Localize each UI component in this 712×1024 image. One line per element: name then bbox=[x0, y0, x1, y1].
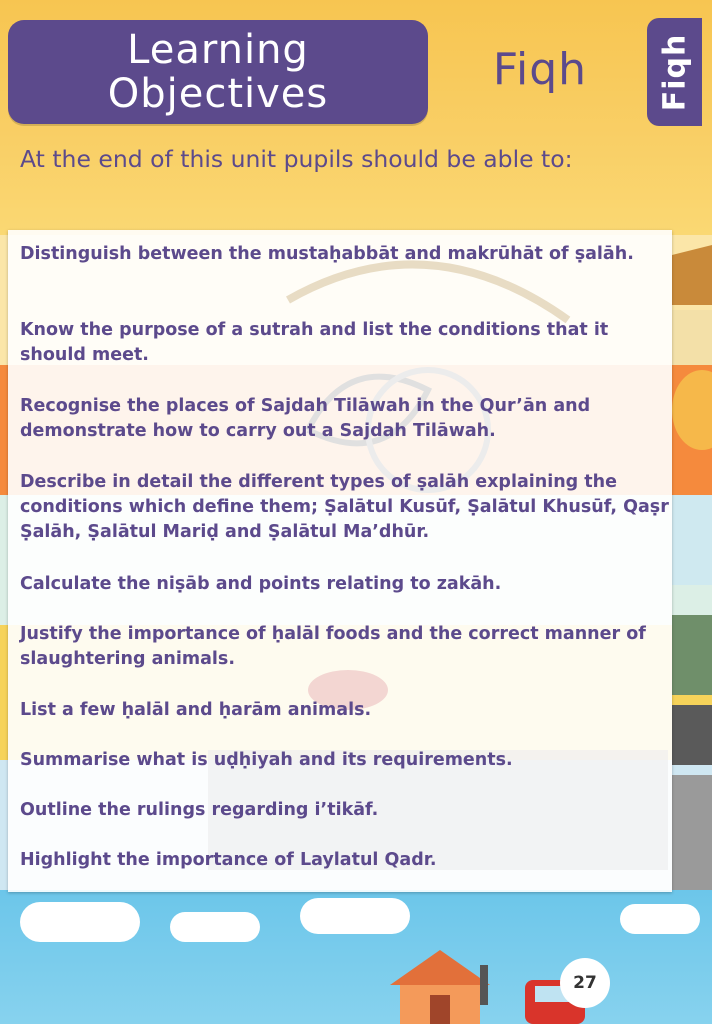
subject-heading: Fiqh bbox=[492, 44, 588, 95]
chapter-tab bbox=[647, 18, 702, 126]
objective-item: Describe in detail the different types of ṣalāh explaining the conditions which define them; Ṣalātul Kusūf, Ṣalātul Khusūf, Qaṣr Ṣalāh, Ṣalātul Mariḍ and Ṣalātul Ma’dhūr. bbox=[20, 472, 669, 542]
intro-text: At the end of this unit pupils should be able to: bbox=[20, 145, 573, 173]
page-number: 27 bbox=[560, 958, 610, 1008]
side-illustration bbox=[672, 235, 712, 890]
page-title bbox=[8, 20, 428, 124]
objective-item: Know the purpose of a sutrah and list the conditions that it should meet. bbox=[20, 320, 609, 365]
objective-item: Summarise what is uḍḥiyah and its requirements. bbox=[20, 750, 513, 770]
cloud bbox=[620, 904, 700, 934]
sky-illustration bbox=[0, 890, 712, 1024]
objective-item: Outline the rulings regarding i’tikāf. bbox=[20, 800, 379, 820]
cloud bbox=[170, 912, 260, 942]
objective-item: Calculate the niṣāb and points relating to zakāh. bbox=[20, 574, 502, 594]
cloud bbox=[300, 898, 410, 934]
title-line-1: Learning bbox=[127, 27, 309, 73]
objective-item: List a few ḥalāl and ḥarām animals. bbox=[20, 700, 372, 720]
title-line-2: Objectives bbox=[107, 71, 329, 117]
barn-illustration bbox=[380, 945, 530, 1024]
cloud bbox=[20, 902, 140, 942]
chapter-tab-label: Fiqh bbox=[657, 33, 693, 111]
objective-item: Justify the importance of ḥalāl foods and the correct manner of slaughtering animals. bbox=[20, 624, 646, 669]
objective-item: Recognise the places of Sajdah Tilāwah in the Qur’ān and demonstrate how to carry out a Sajdah Tilāwah. bbox=[20, 396, 591, 441]
objective-item: Distinguish between the mustaḥabbāt and makrūhāt of ṣalāh. bbox=[20, 244, 634, 264]
objective-item: Highlight the importance of Laylatul Qadr. bbox=[20, 850, 437, 870]
objectives-panel bbox=[8, 230, 672, 892]
